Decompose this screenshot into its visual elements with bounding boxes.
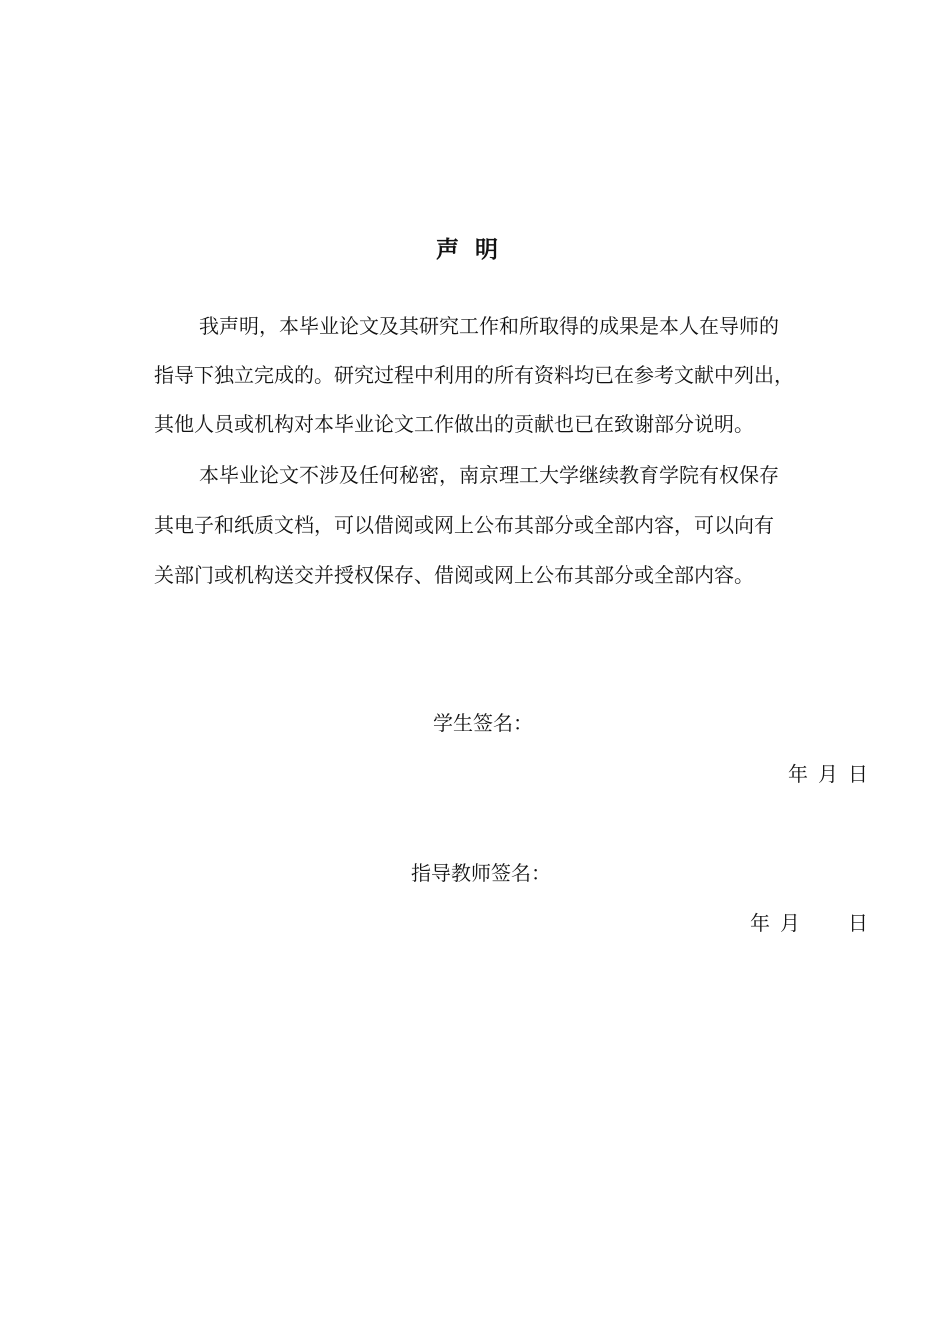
page-title: 声明 — [436, 236, 514, 263]
student-signature-date — [788, 760, 868, 788]
advisor-signature-date — [750, 909, 868, 937]
advisor-signature-label: 指导教师签名： — [411, 861, 551, 885]
paragraph2-line3: 关部门或机构送交并授权保存、借阅或网上公布其部分或全部内容。 — [154, 563, 754, 587]
paragraph2-line1: 本毕业论文不涉及任何秘密，南京理工大学继续教育学院有权保存 — [199, 463, 779, 487]
student-signature-label: 学生签名： — [433, 711, 533, 735]
student-date-year: 年 — [788, 762, 808, 786]
paragraph1-line2: 指导下独立完成的。研究过程中利用的所有资料均已在参考文献中列出， — [154, 363, 794, 387]
advisor-date-day: 日 — [848, 911, 868, 935]
paragraph1-line1: 我声明，本毕业论文及其研究工作和所取得的成果是本人在导师的 — [199, 314, 779, 338]
paragraph1-line3: 其他人员或机构对本毕业论文工作做出的贡献也已在致谢部分说明。 — [154, 412, 754, 436]
paragraph2-line2: 其电子和纸质文档，可以借阅或网上公布其部分或全部内容，可以向有 — [154, 513, 774, 537]
advisor-date-month: 月 — [780, 911, 800, 935]
advisor-date-year: 年 — [750, 911, 770, 935]
student-date-day: 日 — [848, 762, 868, 786]
student-date-month: 月 — [818, 762, 838, 786]
